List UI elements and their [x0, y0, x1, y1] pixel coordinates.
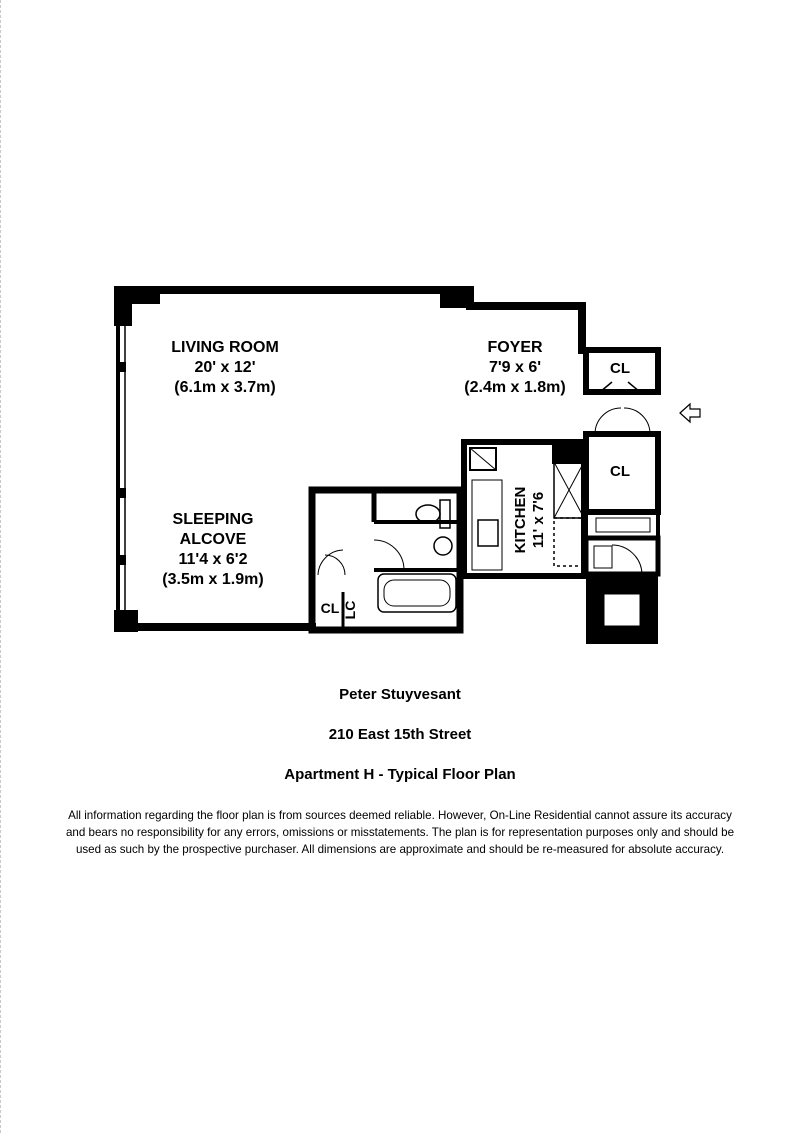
- foyer-dim-ft: 7'9 x 6': [488, 359, 542, 376]
- disclaimer-line-3: used as such by the prospective purchaser. All dimensions are approximate and should be re-measured for absolute accuracy.: [75, 843, 725, 856]
- disclaimer: [20, 807, 780, 858]
- entry-closet-label: CL: [610, 463, 630, 480]
- foyer-label: [450, 338, 580, 398]
- living-room-dim-m: (6.1m x 3.7m): [174, 379, 276, 396]
- sleeping-alcove-dim-ft: 11'4 x 6'2: [178, 551, 248, 568]
- foyer-dim-m: (2.4m x 1.8m): [464, 379, 566, 396]
- foyer-name: FOYER: [487, 339, 543, 356]
- building-address: 210 East 15th Street: [328, 726, 472, 743]
- alcove-closet-label: CL: [320, 600, 340, 616]
- sleeping-alcove-name-1: SLEEPING: [172, 511, 254, 528]
- living-room-label: [160, 338, 290, 398]
- plan-title: Apartment H - Typical Floor Plan: [284, 766, 516, 783]
- building-name: Peter Stuyvesant: [339, 686, 461, 703]
- linen-closet-text: LC: [342, 600, 358, 620]
- sleeping-alcove-label: [145, 510, 281, 590]
- foyer-closet-label: CL: [610, 360, 630, 377]
- sleeping-alcove-dim-m: (3.5m x 1.9m): [162, 571, 264, 588]
- sleeping-alcove-name-2: ALCOVE: [179, 531, 247, 548]
- disclaimer-line-2: and bears no responsibility for any errors, omissions or misstatements. The plan is for representation purposes only and should be: [65, 826, 735, 839]
- living-room-dim-ft: 20' x 12': [194, 359, 256, 376]
- entry-closets: [586, 350, 658, 644]
- arrow-left-outline-icon: [680, 404, 700, 422]
- kitchen-dim-ft: 11' x 7'6: [530, 491, 547, 549]
- kitchen-name: KITCHEN: [512, 486, 529, 554]
- disclaimer-line-1: All information regarding the floor plan is from sources deemed reliable. However, On-Line Residential cannot assure its accuracy: [68, 809, 732, 822]
- living-room-name: LIVING ROOM: [171, 339, 279, 356]
